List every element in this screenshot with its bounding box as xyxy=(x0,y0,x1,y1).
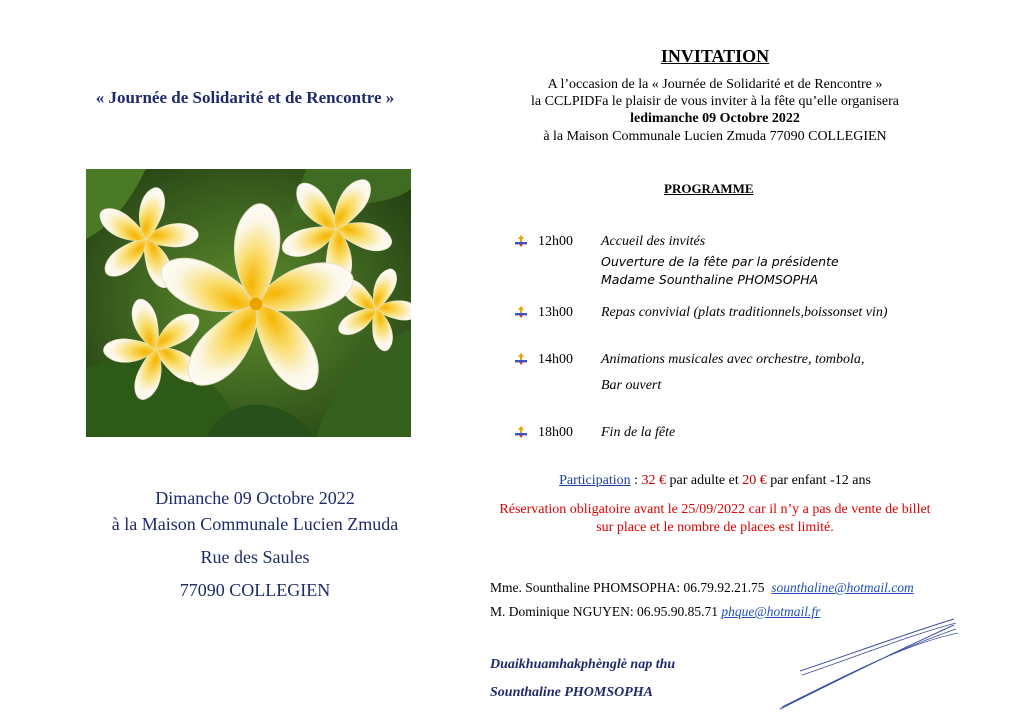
invitation-title: INVITATION xyxy=(660,46,770,66)
bullet-arrow-icon xyxy=(515,426,527,438)
programme-activity: Accueil des invités xyxy=(601,234,706,249)
signature-greeting: Duaikhuamhakphènglè nap thu xyxy=(490,657,676,672)
participation-separator: : xyxy=(630,473,642,488)
adult-text: par adulte et xyxy=(666,473,743,488)
contact-line xyxy=(490,580,914,596)
programme-title: PROGRAMME xyxy=(664,181,754,196)
child-text: par enfant -12 ans xyxy=(766,473,871,488)
programme-time: 12h00 xyxy=(538,234,573,249)
intro-line: A l’occasion de la « Journée de Solidarité et de Rencontre » xyxy=(547,77,883,92)
programme-time: 18h00 xyxy=(538,425,573,440)
email-link[interactable]: phque@hotmail.fr xyxy=(721,604,821,619)
programme-time: 13h00 xyxy=(538,305,573,320)
programme-activity: Madame Sounthaline PHOMSOPHA xyxy=(601,272,819,287)
frangipani-flower-image xyxy=(86,169,411,437)
bullet-arrow-icon xyxy=(515,353,527,365)
intro-line: à la Maison Communale Lucien Zmuda 77090 COLLEGIEN xyxy=(543,129,887,144)
address-date: Dimanche 09 Octobre 2022 xyxy=(155,488,355,508)
reservation-notice: sur place et le nombre de places est limité. xyxy=(596,520,834,535)
programme-time: 14h00 xyxy=(538,352,573,367)
intro-date-line: ledimanche 09 Octobre 2022 xyxy=(630,111,800,126)
signature-name: Sounthaline PHOMSOPHA xyxy=(490,685,653,700)
address-street: Rue des Saules xyxy=(200,547,310,567)
participation-line xyxy=(460,473,970,489)
contact-line xyxy=(490,604,820,620)
bullet-arrow-icon xyxy=(515,235,527,247)
child-price: 20 € xyxy=(742,473,767,488)
reservation-notice: Réservation obligatoire avant le 25/09/2022 car il n’y a pas de vente de billet xyxy=(499,502,931,517)
adult-price: 32 € xyxy=(641,473,667,488)
programme-activity: Animations musicales avec orchestre, tombola, xyxy=(601,352,865,367)
contact-text: Mme. Sounthaline PHOMSOPHA: 06.79.92.21.75 xyxy=(490,580,765,595)
programme-activity: Fin de la fête xyxy=(601,425,676,440)
handwritten-signature xyxy=(778,615,960,711)
event-title: « Journée de Solidarité et de Rencontre » xyxy=(95,88,395,107)
bullet-arrow-icon xyxy=(515,306,527,318)
contact-text: M. Dominique NGUYEN: 06.95.90.85.71 xyxy=(490,604,718,619)
participation-label: Participation xyxy=(559,473,631,488)
programme-activity: Bar ouvert xyxy=(601,378,662,393)
programme-activity: Repas convivial (plats traditionnels,boissonset vin) xyxy=(601,305,888,320)
programme-activity: Ouverture de la fête par la présidente xyxy=(601,254,839,269)
address-place: à la Maison Communale Lucien Zmuda xyxy=(111,514,399,534)
email-link[interactable]: sounthaline@hotmail.com xyxy=(771,580,914,595)
address-city: 77090 COLLEGIEN xyxy=(179,580,331,600)
intro-line: la CCLPIDFa le plaisir de vous inviter à la fête qu’elle organisera xyxy=(531,94,899,109)
